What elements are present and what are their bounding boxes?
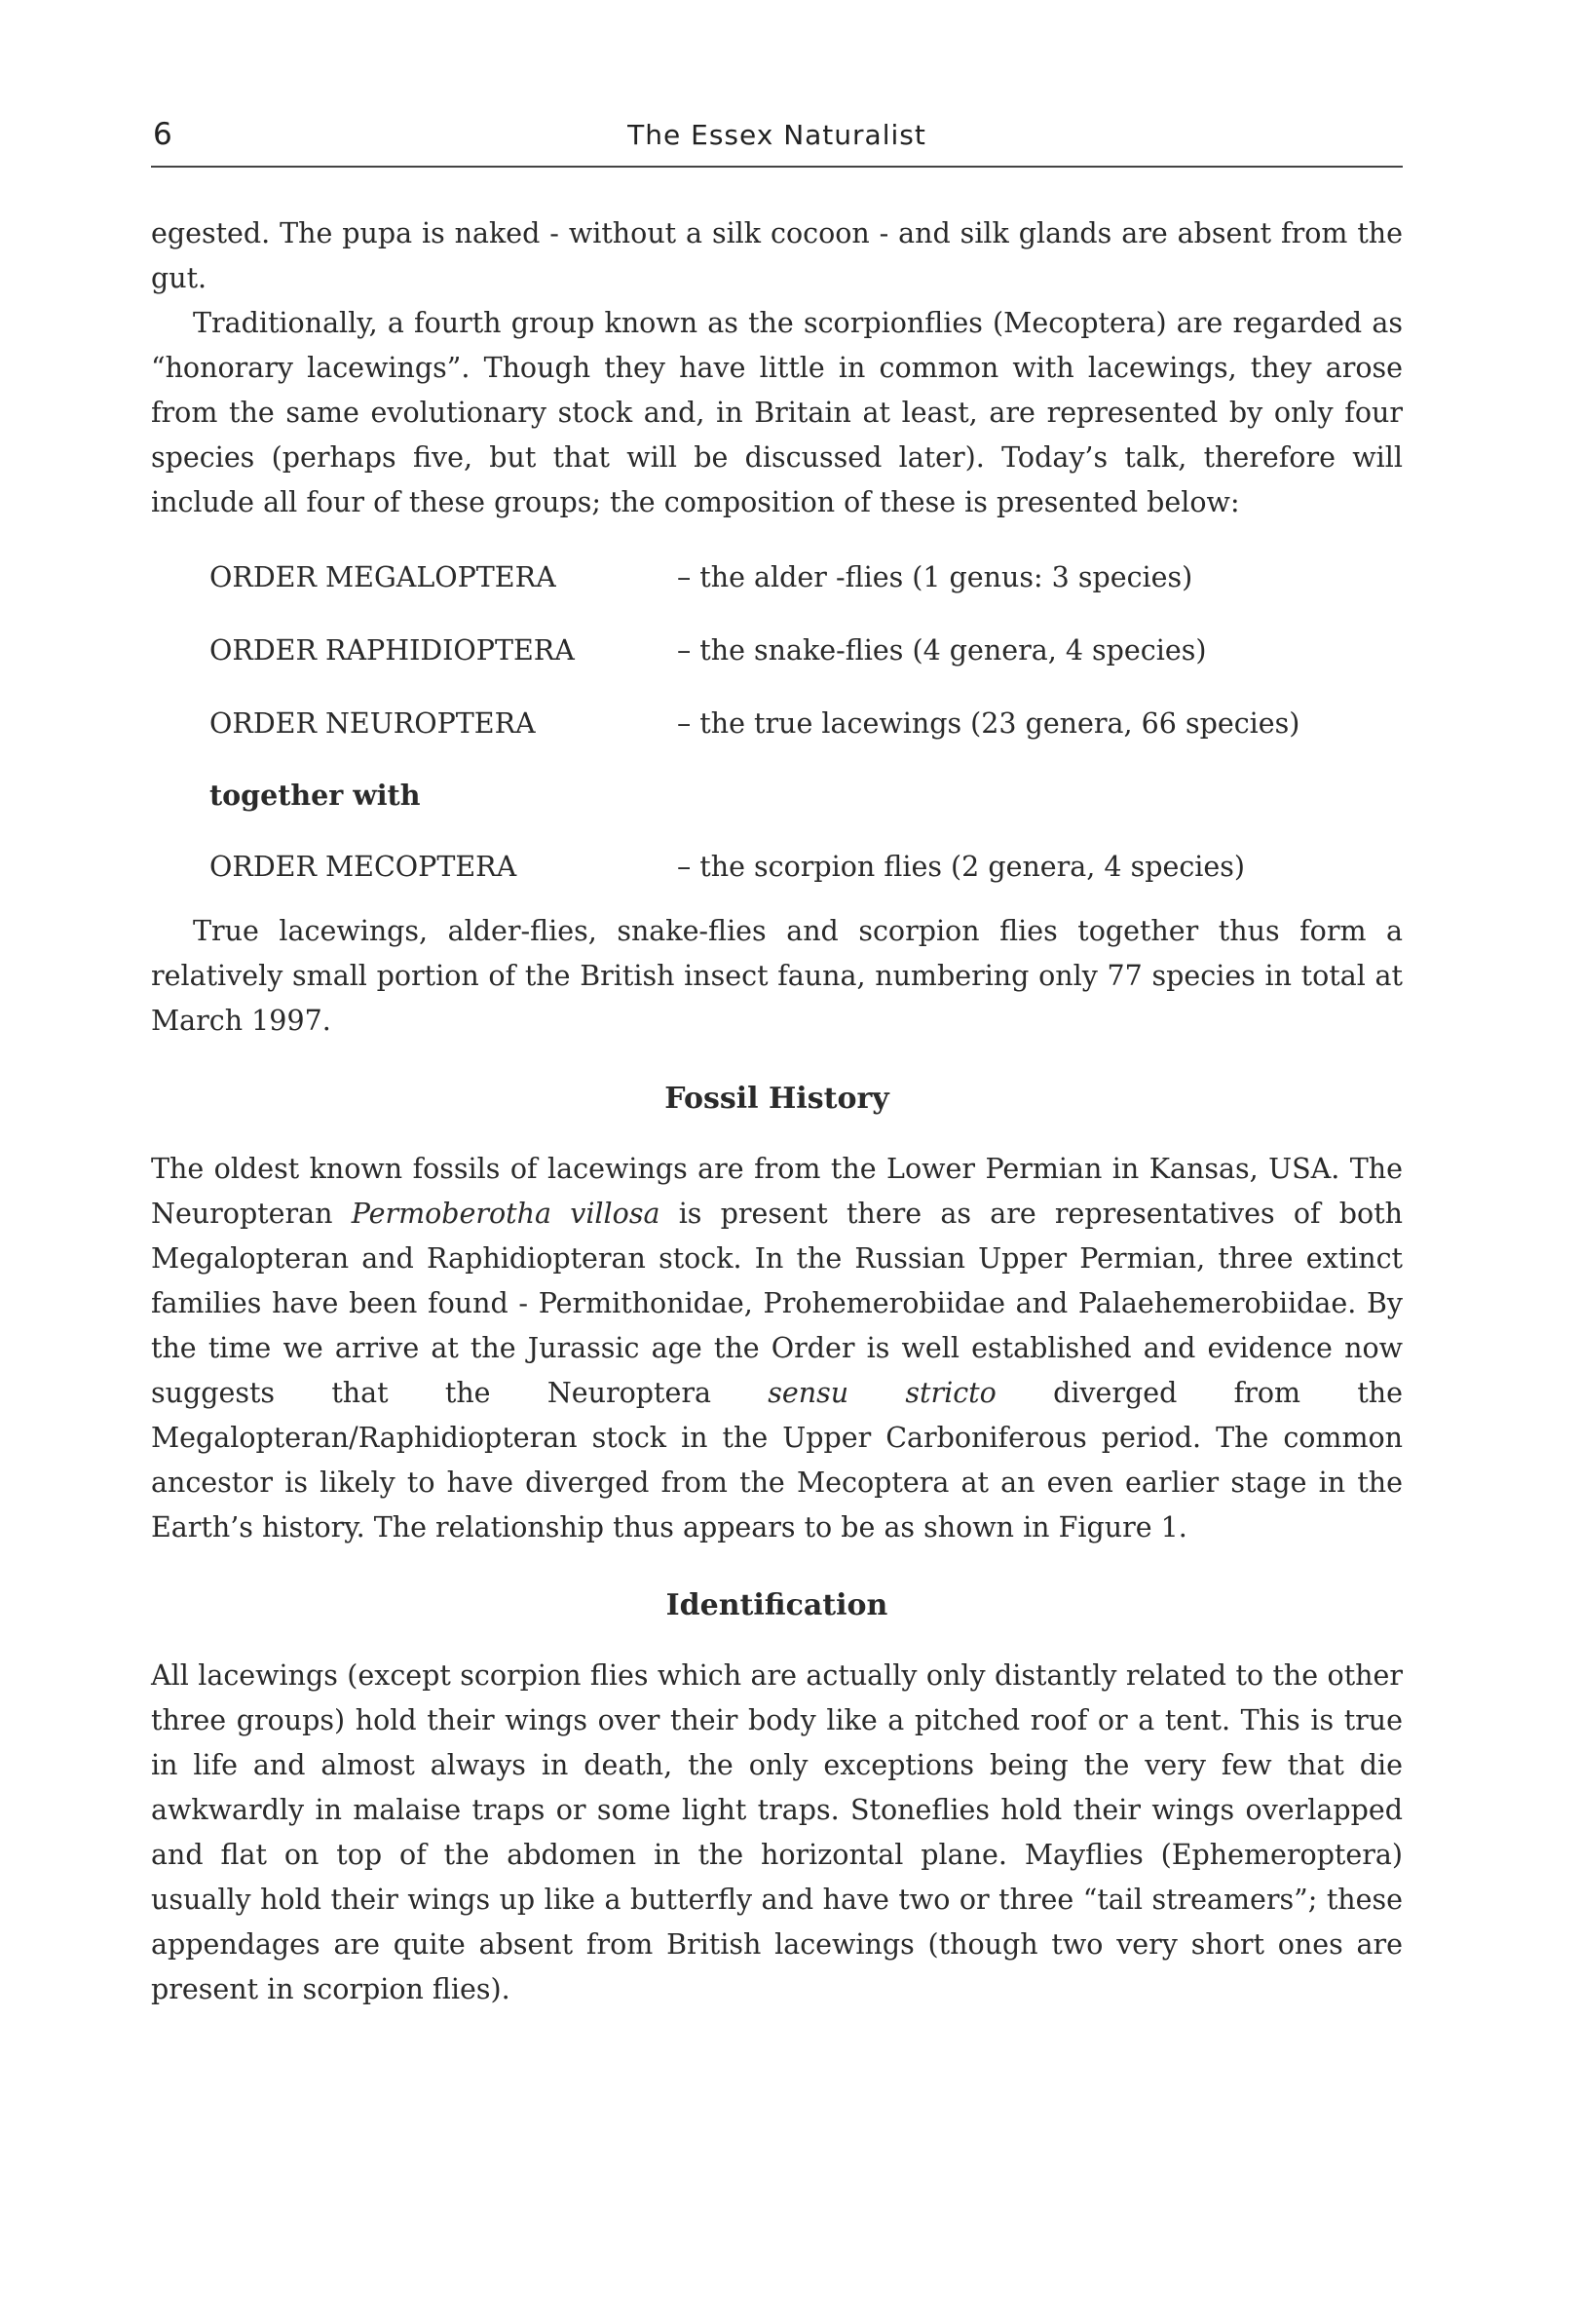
order-name: ORDER MECOPTERA <box>209 850 517 883</box>
paragraph-fossil-history <box>151 1147 1403 1550</box>
latin-phrase: sensu stricto <box>768 1377 997 1409</box>
fossil-text-2: is present there as are representatives of both Megalopteran and Raphidiopteran stock. In the Russian Upper Permian, three extinct families have been found - Permithonidae, Prohemerobiidae and Palaehemerobiidae. By the time we arrive at the Jurassic age the Order is well established and evidence now suggests that the Neuroptera <box>151 1198 1403 1409</box>
section-heading-identification: Identification <box>665 1588 888 1622</box>
page-number: 6 <box>153 117 172 152</box>
paragraph-summary: True lacewings, alder-flies, snake-flies and scorpion flies together thus form a relatively small portion of the British insect fauna, numbering only 77 species in total at March 1997. <box>151 915 1403 1037</box>
order-name: ORDER MEGALOPTERA <box>209 560 556 593</box>
order-row-megaloptera <box>209 541 1403 614</box>
order-row-mecoptera <box>209 830 1403 903</box>
order-row-neuroptera <box>209 687 1403 760</box>
journal-title: The Essex Naturalist <box>627 119 926 151</box>
order-description: – the scorpion flies (2 genera, 4 species) <box>677 850 1246 883</box>
order-name: ORDER NEUROPTERA <box>209 706 536 740</box>
order-name: ORDER RAPHIDIOPTERA <box>209 633 575 667</box>
order-description: – the alder -flies (1 genus: 3 species) <box>677 560 1193 593</box>
paragraph-scorpionflies: Traditionally, a fourth group known as the scorpionflies (Mecoptera) are regarded as “honorary lacewings”. Though they have little in common with lacewings, they arose from the same evolutionary stock and, in Britain at least, are represented by only four species (perhaps five, but that will be discussed later). Today’s talk, therefore will include all four of these groups; the composition of these is presented below: <box>151 307 1403 518</box>
order-description: – the snake-flies (4 genera, 4 species) <box>677 633 1207 667</box>
fossil-text-3: diverged from the Megalopteran/Raphidiopteran stock in the Upper Carboniferous period. The common ancestor is likely to have diverged from the Mecoptera at an even earlier stage in the Earth’s history. The relationship thus appears to be as shown in Figure 1. <box>151 1377 1403 1543</box>
article-body <box>151 211 1403 2012</box>
paragraph-continued: egested. The pupa is naked - without a silk cocoon - and silk glands are absent from the gut. <box>151 217 1403 294</box>
order-row-raphidioptera <box>209 614 1403 687</box>
running-header <box>151 115 1403 168</box>
paragraph-identification: All lacewings (except scorpion flies which are actually only distantly related to the other three groups) hold their wings over their body like a pitched roof or a tent. This is true in life and almost always in death, the only exceptions being the very few that die awkwardly in malaise traps or some light traps. Stoneflies hold their wings overlapped and flat on top of the abdomen in the horizontal plane. Mayflies (Ephemeroptera) usually hold their wings up like a butterfly and have two or three “tail streamers”; these appendages are quite absent from British lacewings (though two very short ones are present in scorpion flies). <box>151 1659 1403 2005</box>
order-description: – the true lacewings (23 genera, 66 species) <box>677 706 1300 740</box>
section-heading-fossil-history: Fossil History <box>664 1082 889 1116</box>
fossil-text-1: The oldest known fossils of lacewings are from the Lower Permian in Kansas, USA. The Neuropteran <box>151 1153 1403 1230</box>
order-list <box>209 541 1403 903</box>
together-with-label: together with <box>209 779 421 812</box>
species-name: Permoberotha villosa <box>351 1198 660 1230</box>
